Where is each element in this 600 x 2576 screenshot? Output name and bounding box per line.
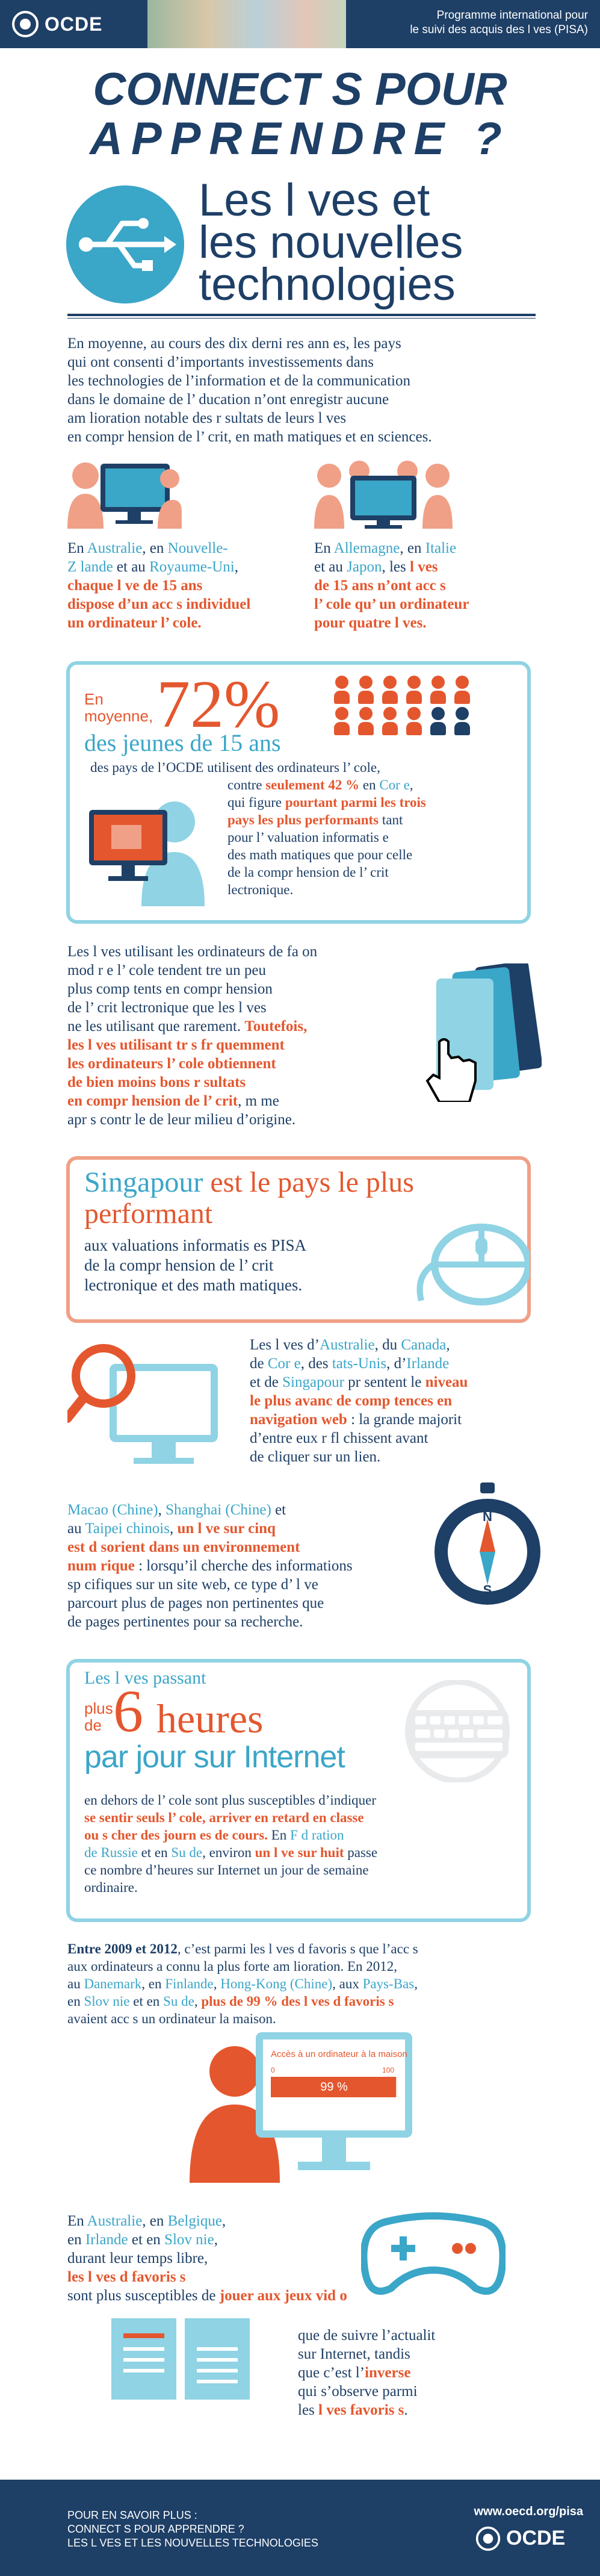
highlight-line: un l ve sur huit — [255, 1845, 344, 1860]
country-coree: Cor e — [267, 1355, 301, 1372]
country-irlande: Irlande — [406, 1355, 450, 1372]
svg-text:S: S — [483, 1582, 492, 1598]
highlight-line: les l ves utilisant tr s fr quemment — [67, 1037, 285, 1053]
one-to-four-text: En Allemagne, en Italie et au Japon, les l ves de 15 ans n’ont acc s l’ cole qu’ un ordinateur pour quatre l ves. — [314, 539, 555, 632]
highlight-word: l ves — [410, 559, 438, 575]
title-line-1: CONNECT S POUR — [93, 64, 507, 115]
books-icon — [415, 963, 542, 1102]
title-divider — [67, 314, 536, 316]
stat-line: lectronique. — [227, 882, 294, 897]
country-danemark: Danemark — [84, 1976, 142, 1991]
ocde-logo[interactable] — [11, 10, 131, 39]
stat-72-text: des pays de l’OCDE utilisent des ordinateurs l’ cole, contre seulement 42 % en Cor e, qui figure pourtant parmi les trois pays les plus performants tant pour l’ valuation informatis e des math matiques que pour celle de la compr hension de l’ crit lectronique. — [90, 759, 512, 898]
subtitle — [199, 175, 584, 310]
country-italie: Italie — [425, 540, 457, 556]
country-coree: Cor e — [379, 777, 410, 792]
footer-bar — [0, 2480, 600, 2576]
country-nouvelle-zelande-2: Z lande — [67, 559, 113, 575]
ocde-logo-icon — [475, 2525, 501, 2552]
country-singapour: Singapour — [282, 1374, 344, 1390]
open-book-icon — [111, 2318, 250, 2403]
country-australie: Australie — [87, 540, 143, 556]
ocde-logo-icon — [11, 10, 40, 39]
country-irlande: Irlande — [85, 2232, 128, 2248]
stat-percent: 72% — [156, 667, 280, 742]
title-line-2: APPRENDRE ? — [90, 113, 510, 164]
country-royaume-uni: Royaume-Uni — [149, 559, 235, 575]
country-russie: F d ration — [290, 1828, 344, 1843]
six-hours-les: Les l ves passant — [84, 1668, 206, 1688]
country-belgique: Belgique — [167, 2213, 222, 2229]
singapore-name: Singapour — [84, 1166, 203, 1198]
highlight-line: plus de 99 % des l ves d favoris s — [201, 1994, 394, 2009]
singapore-text: aux valuations informatis es PISA de la compr hension de l’ crit lectronique et des math matiques. — [84, 1236, 306, 1294]
mouse-icon — [409, 1210, 530, 1316]
stat-en: En — [84, 690, 104, 708]
highlight-line: un ordinateur l’ cole. — [67, 615, 202, 631]
highlight-word: niveau — [425, 1374, 468, 1390]
title-divider-thin — [67, 318, 536, 319]
compass-icon — [430, 1482, 545, 1609]
six-hours-text: en dehors de l’ cole sont plus susceptibles d’indiquer se sentir seuls l’ cole, arriver en retard en classe ou s cher des journ es de cours. En F d ration de Russie et en Su de, environ un l ve sur huit passe ce nombre d’heures sur Internet un jour de semaine ordinaire. — [84, 1791, 518, 1896]
stat-line: des pays de l’OCDE utilisent des ordinateurs l’ cole, — [90, 760, 380, 775]
footer-logo-text: OCDE — [506, 2527, 566, 2550]
highlight-word: l ves favoris s — [318, 2402, 404, 2418]
country-japon: Japon — [347, 559, 382, 575]
highlight-word: Toutefois, — [244, 1018, 308, 1034]
highlight-line: chaque l ve de 15 ans — [67, 577, 203, 594]
access-paragraph: Entre 2009 et 2012, c’est parmi les l ves d favoris s que l’acc s aux ordinateurs a connu la plus forte am lioration. En 2012, au Danemark, en Finlande, Hong-Kong (Chine), aux Pays-Bas, en Slov nie et en Su de, plus de 99 % des l ves d favoris s avaient acc s un ordinateur la maison. — [67, 1941, 418, 2026]
highlight-word: inverse — [365, 2365, 411, 2381]
six-hours-num: 6 — [113, 1678, 143, 1744]
intro-line: dans le domaine de l’ ducation n’ont enregistr aucune — [67, 391, 389, 408]
screen-label: Accès à un ordinateur à la maison — [271, 2049, 407, 2059]
six-hours-header — [84, 1668, 421, 1782]
group-computer-icon — [314, 458, 453, 530]
footer-url-link[interactable]: www.oecd.org/pisa — [474, 2505, 583, 2518]
footer-more-info — [67, 2509, 318, 2550]
stat-jeunes: des jeunes de 15 ans — [84, 729, 281, 756]
country-suede: Su de — [163, 1994, 194, 2009]
highlight-line: se sentir seuls l’ cole, arriver en retard en classe — [84, 1810, 364, 1825]
magnifier-computer-icon — [67, 1340, 230, 1478]
highlight-line: jouer aux jeux vid o — [219, 2288, 347, 2304]
country-slovenie: Slov nie — [164, 2232, 214, 2248]
disoriented-text: Macao (Chine), Shanghai (Chine) et au Taipei chinois, un l ve sur cinq est d sorient dans un environnement num rique : lorsqu’il cherche des informations sp cifiques sur un site web, ce type d’ l ve parcourt plus de pages non pertinentes que de pages pertinentes pour sa recherche. — [67, 1501, 441, 1631]
intro-line: qui ont consenti d’importants investissements dans — [67, 354, 374, 370]
six-hours-de: de — [84, 1716, 102, 1734]
svg-text:N: N — [483, 1509, 492, 1524]
highlight-line: ou s cher des journ es de cours. — [84, 1828, 268, 1843]
country-australie: Australie — [319, 1337, 375, 1353]
highlight-line: le plus avanc de comp tences en — [250, 1393, 453, 1409]
highlight-line: un l ve sur cinq — [177, 1520, 276, 1537]
intro-line: en compr hension de l’ crit, en math matiques et en sciences. — [67, 429, 432, 445]
bar-left-label: 0 — [271, 2066, 275, 2074]
highlight-line: pour quatre l ves. — [314, 615, 427, 631]
program-title — [410, 8, 588, 37]
country-finlande: Finlande — [165, 1976, 214, 1991]
six-hours-plus: plus — [84, 1699, 113, 1717]
header-photo-strip — [147, 0, 346, 48]
highlight-line: de bien moins bons r sultats — [67, 1074, 246, 1090]
singapore-rest: est le pays le plus — [203, 1166, 414, 1198]
highlight-line: en compr hension de l’ crit — [67, 1093, 238, 1109]
bar-right-label: 100 — [382, 2066, 395, 2074]
highlight-word: num rique — [67, 1558, 135, 1574]
region-shanghai: Shanghai (Chine) — [165, 1502, 271, 1518]
gamepad-icon — [361, 2210, 506, 2300]
access-progress-bar — [271, 2077, 397, 2097]
highlight-line: pourtant parmi les trois — [285, 795, 426, 810]
highlight-line: de 15 ans n’ont acc s — [314, 577, 446, 594]
highlight-line: les ordinateurs l’ cole obtiennent — [67, 1056, 276, 1072]
intro-line: En moyenne, au cours des dix derni res ann es, les pays — [67, 335, 401, 352]
main-title — [0, 65, 600, 164]
highlight-line: l’ cole qu’ un ordinateur — [314, 596, 469, 612]
subtitle-line-1: Les l ves et — [199, 175, 430, 226]
footer-line-2: CONNECT S POUR APPRENDRE ? — [67, 2523, 244, 2535]
period-label: Entre 2009 et 2012 — [67, 1941, 178, 1956]
stat-line: des math matiques que pour celle — [227, 847, 413, 862]
footer-ocde-logo[interactable] — [463, 2524, 583, 2553]
footer-line-3: LES L VES ET LES NOUVELLES TECHNOLOGIES — [67, 2537, 318, 2549]
program-line-2: le suivi des acquis des l ves (PISA) — [410, 23, 588, 36]
footer-line-1: POUR EN SAVOIR PLUS : — [67, 2509, 197, 2521]
games-left-text: En Australie, en Belgique, en Irlande et en Slov nie, durant leur temps libre, les l ves d favoris s sont plus susceptibles de jouer aux jeux vid o — [67, 2212, 453, 2305]
header-bar — [0, 0, 600, 48]
students-computer-icon — [67, 458, 182, 530]
access-progress-value: 99 % — [320, 2080, 348, 2094]
country-pays-bas: Pays-Bas — [362, 1976, 415, 1991]
keyboard-icon — [397, 1680, 518, 1782]
country-slovenie: Slov nie — [84, 1994, 130, 2009]
stat-moyenne: moyenne, — [84, 707, 153, 725]
country-suede: Su de — [171, 1845, 203, 1860]
country-canada: Canada — [401, 1337, 447, 1353]
highlight-42: seulement 42 % — [265, 777, 360, 792]
region-macao: Macao (Chine) — [67, 1502, 158, 1518]
stat-line: de la compr hension de l’ crit — [227, 865, 389, 880]
highlight-line: les l ves d favoris s — [67, 2269, 186, 2285]
intro-line: am lioration notable des r sultats de leurs l ves — [67, 410, 347, 426]
highlight-line: pays les plus performants — [227, 812, 379, 827]
region-hong-kong: Hong-Kong (Chine) — [220, 1976, 333, 1991]
six-hours-par-jour: par jour sur Internet — [84, 1740, 345, 1775]
games-right-text: que de suivre l’actualit sur Internet, tandis que c’est l’inverse qui s’observe parmi les l ves favoris s. — [298, 2327, 436, 2418]
stat-line: pour l’ valuation informatis e — [227, 830, 389, 845]
six-hours-heures: heures — [156, 1696, 264, 1741]
subtitle-line-2: les nouvelles — [199, 217, 463, 268]
one-to-one-text: En Australie, en Nouvelle- Z lande et au Royaume-Uni, chaque l ve de 15 ans dispose d’un acc s individuel un ordinateur l’ cole. — [67, 539, 302, 632]
country-russie-2: de Russie — [84, 1845, 138, 1860]
moderate-use-paragraph: Les l ves utilisant les ordinateurs de fa on mod r e l’ cole tendent tre un peu plus comp tents en compr hension de l’ crit lectronique que les l ves ne les utilisant que rarement. Toutefois, les l ves utilisant tr s fr quemment les ordinateurs l’ cole obtiennent de bien moins bons r sultats en compr hension de l’ crit, m me apr s contr le de leur milieu d’origine. — [67, 942, 404, 1129]
country-usa: tats-Unis — [332, 1355, 387, 1372]
country-australie: Australie — [87, 2213, 143, 2229]
usb-icon — [65, 184, 185, 305]
country-nouvelle-zelande: Nouvelle- — [167, 540, 228, 556]
home-access-illustration — [184, 2032, 436, 2201]
region-taipei: Taipei chinois — [85, 1520, 170, 1537]
people-grid-icon — [334, 676, 484, 760]
logo-text: OCDE — [45, 13, 103, 35]
singapore-rest-2: performant — [84, 1198, 213, 1230]
navigation-text: Les l ves d’Australie, du Canada, de Cor e, des tats-Unis, d’Irlande et de Singapour pr sentent le niveau le plus avanc de comp tences en navigation web : la grande majorit d’entre eux r fl chissent avant de cliquer sur un lien. — [250, 1336, 587, 1466]
highlight-line: est d sorient dans un environnement — [67, 1539, 300, 1555]
subtitle-line-3: technologies — [199, 259, 456, 310]
highlight-word: navigation web — [250, 1411, 347, 1428]
country-allemagne: Allemagne — [333, 540, 400, 556]
program-line-1: Programme international pour — [436, 9, 588, 22]
intro-line: les technologies de l’information et de la communication — [67, 373, 410, 389]
highlight-line: dispose d’un acc s individuel — [67, 596, 251, 612]
intro-paragraph — [67, 334, 543, 446]
